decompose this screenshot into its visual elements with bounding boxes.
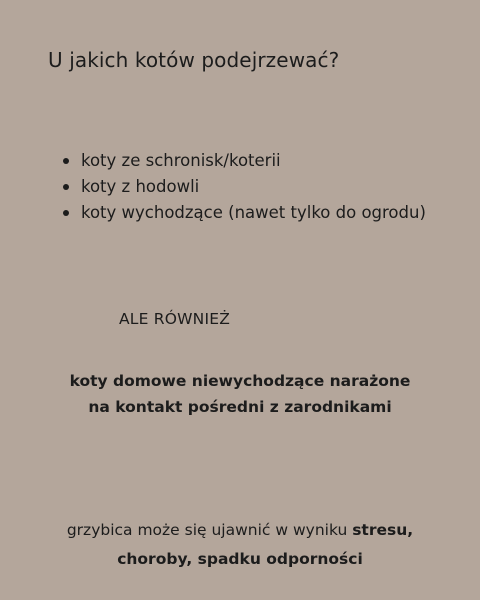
list-item-label: koty z hodowli (81, 177, 200, 196)
bullet-icon (63, 184, 69, 190)
bullet-list (62, 148, 442, 226)
list-item-label: koty wychodzące (nawet tylko do ogrodu) (81, 203, 426, 222)
list-item-label: koty ze schronisk/koterii (81, 151, 281, 170)
footer-bold-inline: stresu, (352, 521, 414, 539)
list-item (62, 148, 442, 174)
list-item (62, 174, 442, 200)
footer-note (10, 516, 470, 574)
bullet-icon (63, 210, 69, 216)
ale-rowniez-heading: ALE RÓWNIEŻ (119, 310, 231, 328)
bullet-icon (63, 158, 69, 164)
highlight-line-1: koty domowe niewychodzące narażone (69, 372, 411, 390)
highlight-line-2: na kontakt pośredni z zarodnikami (88, 398, 392, 416)
footer-line-1 (10, 516, 470, 545)
list-item (62, 200, 442, 226)
footer-line-2 (10, 545, 470, 574)
footer-plain-text: grzybica może się ujawnić w wyniku (66, 521, 353, 539)
page-title: U jakich kotów podejrzewać? (48, 48, 340, 72)
footer-bold-line: choroby, spadku odporności (117, 550, 363, 568)
highlight-statement (20, 368, 460, 420)
